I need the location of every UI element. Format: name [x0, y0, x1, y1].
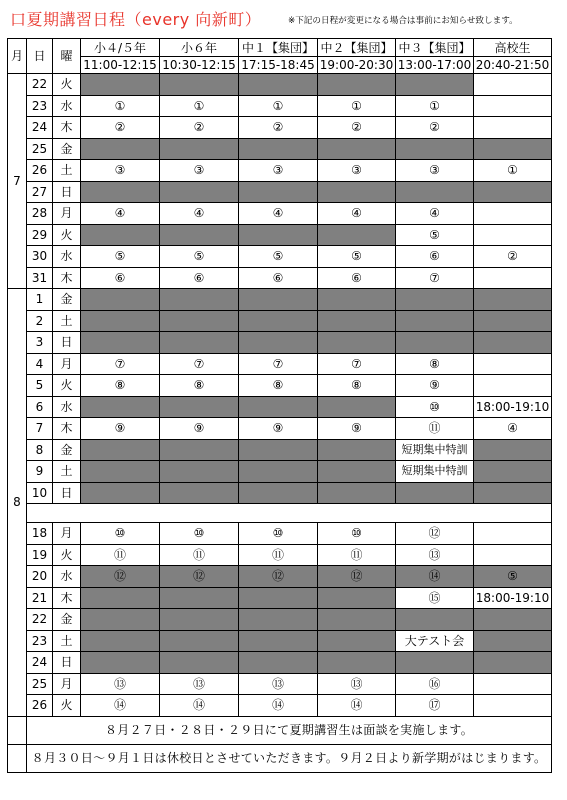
weekday-cell: 月: [53, 673, 81, 695]
session-cell: [474, 544, 552, 566]
session-cell: [160, 74, 239, 96]
weekday-cell: 金: [53, 138, 81, 160]
session-cell: ①: [81, 95, 160, 117]
course-time: 10:30-12:15: [160, 57, 239, 74]
day-cell: 26: [27, 695, 53, 717]
session-cell: [474, 353, 552, 375]
session-cell: [396, 310, 474, 332]
session-cell: ⑪: [81, 544, 160, 566]
table-row: [8, 267, 552, 289]
session-cell: [318, 138, 396, 160]
weekday-cell: 日: [53, 332, 81, 354]
session-cell: [474, 461, 552, 483]
weekday-cell: 金: [53, 289, 81, 311]
session-cell: [474, 375, 552, 397]
course-name: 小６年: [160, 39, 239, 57]
session-cell: ⑬: [239, 673, 318, 695]
session-cell: ②: [318, 117, 396, 139]
month-cell-july: 7: [8, 74, 27, 289]
session-cell: [81, 609, 160, 631]
header-month: 月: [8, 39, 27, 74]
day-cell: 24: [27, 117, 53, 139]
session-cell: ⑫: [318, 566, 396, 588]
day-cell: 23: [27, 630, 53, 652]
table-row: [8, 203, 552, 225]
weekday-cell: 土: [53, 630, 81, 652]
session-cell: ④: [474, 418, 552, 440]
session-cell: ⑤: [474, 566, 552, 588]
weekday-cell: 水: [53, 396, 81, 418]
session-cell: [318, 439, 396, 461]
session-cell: [81, 461, 160, 483]
session-cell: ⑪: [396, 418, 474, 440]
day-cell: 28: [27, 203, 53, 225]
day-cell: 24: [27, 652, 53, 674]
day-cell: 23: [27, 95, 53, 117]
weekday-cell: 日: [53, 482, 81, 504]
session-cell: [318, 74, 396, 96]
session-cell: 18:00-19:10: [474, 587, 552, 609]
session-cell: ⑩: [239, 523, 318, 545]
table-row: [8, 587, 552, 609]
session-cell: ⑤: [239, 246, 318, 268]
page-title: 口夏期講習日程（every 向新町）: [10, 10, 262, 29]
table-row: [8, 630, 552, 652]
session-cell: [474, 609, 552, 631]
session-cell: [239, 461, 318, 483]
table-row: [8, 160, 552, 182]
session-cell: [81, 482, 160, 504]
session-cell: ⑥: [239, 267, 318, 289]
session-cell: ⑤: [318, 246, 396, 268]
session-cell: ⑧: [81, 375, 160, 397]
session-cell: [318, 587, 396, 609]
header-weekday: 曜: [53, 39, 81, 74]
session-cell: ⑥: [318, 267, 396, 289]
session-cell: ⑥: [81, 267, 160, 289]
session-cell: [318, 461, 396, 483]
session-cell: [81, 332, 160, 354]
course-name: 中３【集団】: [396, 39, 474, 57]
day-cell: 8: [27, 439, 53, 461]
table-row: [8, 74, 552, 96]
session-cell: ⑨: [318, 418, 396, 440]
session-cell: [318, 482, 396, 504]
day-cell: 22: [27, 74, 53, 96]
session-cell: ⑪: [160, 544, 239, 566]
weekday-cell: 木: [53, 267, 81, 289]
weekday-cell: 火: [53, 375, 81, 397]
day-cell: 5: [27, 375, 53, 397]
session-cell: ⑧: [318, 375, 396, 397]
session-cell: ②: [239, 117, 318, 139]
session-cell: [474, 267, 552, 289]
session-cell: [318, 609, 396, 631]
session-cell: ⑨: [160, 418, 239, 440]
session-cell: ⑫: [239, 566, 318, 588]
weekday-cell: 日: [53, 652, 81, 674]
session-cell: ⑤: [160, 246, 239, 268]
session-cell: [474, 695, 552, 717]
session-cell: ③: [396, 160, 474, 182]
session-cell: [318, 224, 396, 246]
day-cell: 9: [27, 461, 53, 483]
course-name: 高校生: [474, 39, 552, 57]
day-cell: 1: [27, 289, 53, 311]
session-cell: [239, 310, 318, 332]
session-cell: ②: [474, 246, 552, 268]
footer-interview-note: ８月２７日・２８日・２９日にて夏期講習生は面談を実施します。: [27, 716, 552, 744]
session-cell: [239, 652, 318, 674]
schedule-change-note: ※下記の日程が変更になる場合は事前にお知らせ致します。: [288, 16, 518, 26]
session-cell: [81, 652, 160, 674]
weekday-cell: 土: [53, 160, 81, 182]
session-cell: [239, 224, 318, 246]
session-cell: ⑨: [396, 375, 474, 397]
day-cell: 30: [27, 246, 53, 268]
intensive-training-label: 短期集中特訓: [398, 442, 472, 458]
session-cell: ④: [318, 203, 396, 225]
session-cell: [474, 673, 552, 695]
session-cell: ①: [160, 95, 239, 117]
session-cell: [160, 461, 239, 483]
session-cell: ③: [160, 160, 239, 182]
session-cell: [474, 224, 552, 246]
day-cell: 10: [27, 482, 53, 504]
session-cell: ⑬: [396, 544, 474, 566]
session-cell: ⑦: [81, 353, 160, 375]
course-time: 20:40-21:50: [474, 57, 552, 74]
session-cell: ⑩: [396, 396, 474, 418]
session-cell: ⑪: [318, 544, 396, 566]
session-cell: [474, 117, 552, 139]
day-cell: 21: [27, 587, 53, 609]
session-cell: [81, 587, 160, 609]
session-cell: [318, 289, 396, 311]
session-cell: [160, 138, 239, 160]
weekday-cell: 月: [53, 203, 81, 225]
session-cell: [474, 523, 552, 545]
weekday-cell: 水: [53, 246, 81, 268]
course-name: 中２【集団】: [318, 39, 396, 57]
session-cell: [396, 181, 474, 203]
session-cell: ⑤: [396, 224, 474, 246]
schedule-table: [7, 38, 552, 773]
weekday-cell: 木: [53, 587, 81, 609]
session-cell: ⑧: [160, 375, 239, 397]
table-row: [8, 95, 552, 117]
table-row: [8, 418, 552, 440]
session-cell: [81, 289, 160, 311]
session-cell: [474, 138, 552, 160]
weekday-cell: 月: [53, 523, 81, 545]
intensive-training-label: 短期集中特訓: [398, 463, 472, 479]
day-cell: 18: [27, 523, 53, 545]
session-cell: [239, 332, 318, 354]
day-cell: 3: [27, 332, 53, 354]
session-cell: ⑤: [81, 246, 160, 268]
session-cell: [81, 224, 160, 246]
header-day: 日: [27, 39, 53, 74]
session-cell: [160, 332, 239, 354]
session-cell: ⑥: [160, 267, 239, 289]
session-cell: [81, 310, 160, 332]
session-cell: ②: [81, 117, 160, 139]
day-cell: 26: [27, 160, 53, 182]
table-row: [8, 695, 552, 717]
table-row: [8, 523, 552, 545]
session-cell: ⑬: [318, 673, 396, 695]
weekday-cell: 木: [53, 418, 81, 440]
table-row: [8, 246, 552, 268]
session-cell: ⑬: [81, 673, 160, 695]
session-cell: ⑨: [239, 418, 318, 440]
weekday-cell: 日: [53, 181, 81, 203]
table-row: [8, 332, 552, 354]
session-cell: ⑫: [81, 566, 160, 588]
session-cell: [474, 439, 552, 461]
session-cell: ⑰: [396, 695, 474, 717]
weekday-cell: 木: [53, 117, 81, 139]
day-cell: 2: [27, 310, 53, 332]
session-cell: [81, 138, 160, 160]
session-cell: [160, 482, 239, 504]
session-cell: ⑩: [318, 523, 396, 545]
table-row: [8, 310, 552, 332]
session-cell: ①: [239, 95, 318, 117]
mid-august-gap: [27, 504, 552, 523]
session-cell: [396, 609, 474, 631]
course-time: 11:00-12:15: [81, 57, 160, 74]
table-row: [8, 353, 552, 375]
session-cell: [396, 482, 474, 504]
table-row: [8, 181, 552, 203]
session-cell: [474, 310, 552, 332]
day-cell: 31: [27, 267, 53, 289]
table-row: [8, 566, 552, 588]
session-cell: [396, 439, 474, 461]
session-cell: [474, 74, 552, 96]
table-row: [8, 673, 552, 695]
day-cell: 4: [27, 353, 53, 375]
weekday-cell: 土: [53, 310, 81, 332]
session-cell: ④: [81, 203, 160, 225]
session-cell: [318, 396, 396, 418]
session-cell: [239, 609, 318, 631]
session-cell: [396, 461, 474, 483]
table-row: [8, 117, 552, 139]
session-cell: [396, 332, 474, 354]
session-cell: ⑫: [396, 523, 474, 545]
session-cell: [318, 332, 396, 354]
session-cell: [160, 439, 239, 461]
weekday-cell: 火: [53, 544, 81, 566]
weekday-cell: 土: [53, 461, 81, 483]
session-cell: ③: [318, 160, 396, 182]
session-cell: [318, 310, 396, 332]
day-cell: 22: [27, 609, 53, 631]
session-cell: 大テスト会: [396, 630, 474, 652]
session-cell: ⑮: [396, 587, 474, 609]
session-cell: [239, 289, 318, 311]
session-cell: [160, 609, 239, 631]
day-cell: 27: [27, 181, 53, 203]
session-cell: [474, 332, 552, 354]
table-row: [8, 439, 552, 461]
session-cell: [239, 630, 318, 652]
session-cell: [239, 138, 318, 160]
session-cell: [474, 289, 552, 311]
session-cell: [160, 630, 239, 652]
session-cell: [396, 138, 474, 160]
session-cell: ⑩: [81, 523, 160, 545]
session-cell: ⑦: [396, 267, 474, 289]
weekday-cell: 金: [53, 609, 81, 631]
session-cell: ④: [160, 203, 239, 225]
session-cell: [474, 203, 552, 225]
table-row: [8, 224, 552, 246]
session-cell: [160, 652, 239, 674]
session-cell: [160, 587, 239, 609]
session-cell: ⑭: [239, 695, 318, 717]
weekday-cell: 水: [53, 566, 81, 588]
weekday-cell: 金: [53, 439, 81, 461]
session-cell: ⑦: [239, 353, 318, 375]
session-cell: [474, 95, 552, 117]
course-time: 19:00-20:30: [318, 57, 396, 74]
table-row: [8, 652, 552, 674]
session-cell: ⑭: [81, 695, 160, 717]
session-cell: ⑬: [160, 673, 239, 695]
session-cell: [474, 652, 552, 674]
session-cell: ③: [81, 160, 160, 182]
session-cell: [396, 74, 474, 96]
weekday-cell: 火: [53, 224, 81, 246]
weekday-cell: 月: [53, 353, 81, 375]
session-cell: [160, 224, 239, 246]
session-cell: [239, 587, 318, 609]
session-cell: ①: [318, 95, 396, 117]
day-cell: 7: [27, 418, 53, 440]
course-time: 17:15-18:45: [239, 57, 318, 74]
session-cell: ⑫: [160, 566, 239, 588]
session-cell: [160, 310, 239, 332]
session-cell: [474, 630, 552, 652]
session-cell: [239, 396, 318, 418]
footer-closure-note: ８月３０日～９月１日は休校日とさせていただきます。９月２日より新学期がはじまります。: [27, 744, 552, 772]
session-cell: ①: [396, 95, 474, 117]
day-cell: 25: [27, 138, 53, 160]
weekday-cell: 水: [53, 95, 81, 117]
day-cell: 25: [27, 673, 53, 695]
session-cell: ⑥: [396, 246, 474, 268]
session-cell: ⑧: [396, 353, 474, 375]
day-cell: 29: [27, 224, 53, 246]
course-name: 中１【集団】: [239, 39, 318, 57]
session-cell: [318, 652, 396, 674]
session-cell: 18:00-19:10: [474, 396, 552, 418]
session-cell: [81, 439, 160, 461]
session-cell: [81, 630, 160, 652]
session-cell: [239, 482, 318, 504]
session-cell: ②: [396, 117, 474, 139]
session-cell: [318, 630, 396, 652]
session-cell: ⑯: [396, 673, 474, 695]
session-cell: ⑨: [81, 418, 160, 440]
session-cell: [239, 74, 318, 96]
footer-margin: [8, 744, 27, 772]
session-cell: ⑭: [160, 695, 239, 717]
session-cell: [474, 482, 552, 504]
footer-margin: [8, 716, 27, 744]
session-cell: [81, 396, 160, 418]
session-cell: ④: [396, 203, 474, 225]
day-cell: 19: [27, 544, 53, 566]
session-cell: [81, 74, 160, 96]
day-cell: 20: [27, 566, 53, 588]
session-cell: ②: [160, 117, 239, 139]
session-cell: ⑦: [318, 353, 396, 375]
session-cell: ⑪: [239, 544, 318, 566]
table-row: [8, 396, 552, 418]
table-row: [8, 482, 552, 504]
session-cell: [396, 289, 474, 311]
course-name: 小４/５年: [81, 39, 160, 57]
session-cell: ⑩: [160, 523, 239, 545]
session-cell: ①: [474, 160, 552, 182]
table-row: [8, 138, 552, 160]
session-cell: [81, 181, 160, 203]
session-cell: [160, 396, 239, 418]
session-cell: [318, 181, 396, 203]
session-cell: [474, 181, 552, 203]
session-cell: [160, 289, 239, 311]
session-cell: ③: [239, 160, 318, 182]
session-cell: ⑦: [160, 353, 239, 375]
table-row: [8, 609, 552, 631]
weekday-cell: 火: [53, 74, 81, 96]
weekday-cell: 火: [53, 695, 81, 717]
table-row: [8, 289, 552, 311]
table-row: [8, 375, 552, 397]
session-cell: [239, 439, 318, 461]
session-cell: ⑭: [318, 695, 396, 717]
session-cell: ④: [239, 203, 318, 225]
session-cell: ⑧: [239, 375, 318, 397]
day-cell: 6: [27, 396, 53, 418]
table-row: [8, 544, 552, 566]
course-time: 13:00-17:00: [396, 57, 474, 74]
session-cell: [160, 181, 239, 203]
session-cell: ⑭: [396, 566, 474, 588]
month-cell-august: 8: [8, 289, 27, 717]
session-cell: [239, 181, 318, 203]
table-row: [8, 461, 552, 483]
session-cell: [396, 652, 474, 674]
